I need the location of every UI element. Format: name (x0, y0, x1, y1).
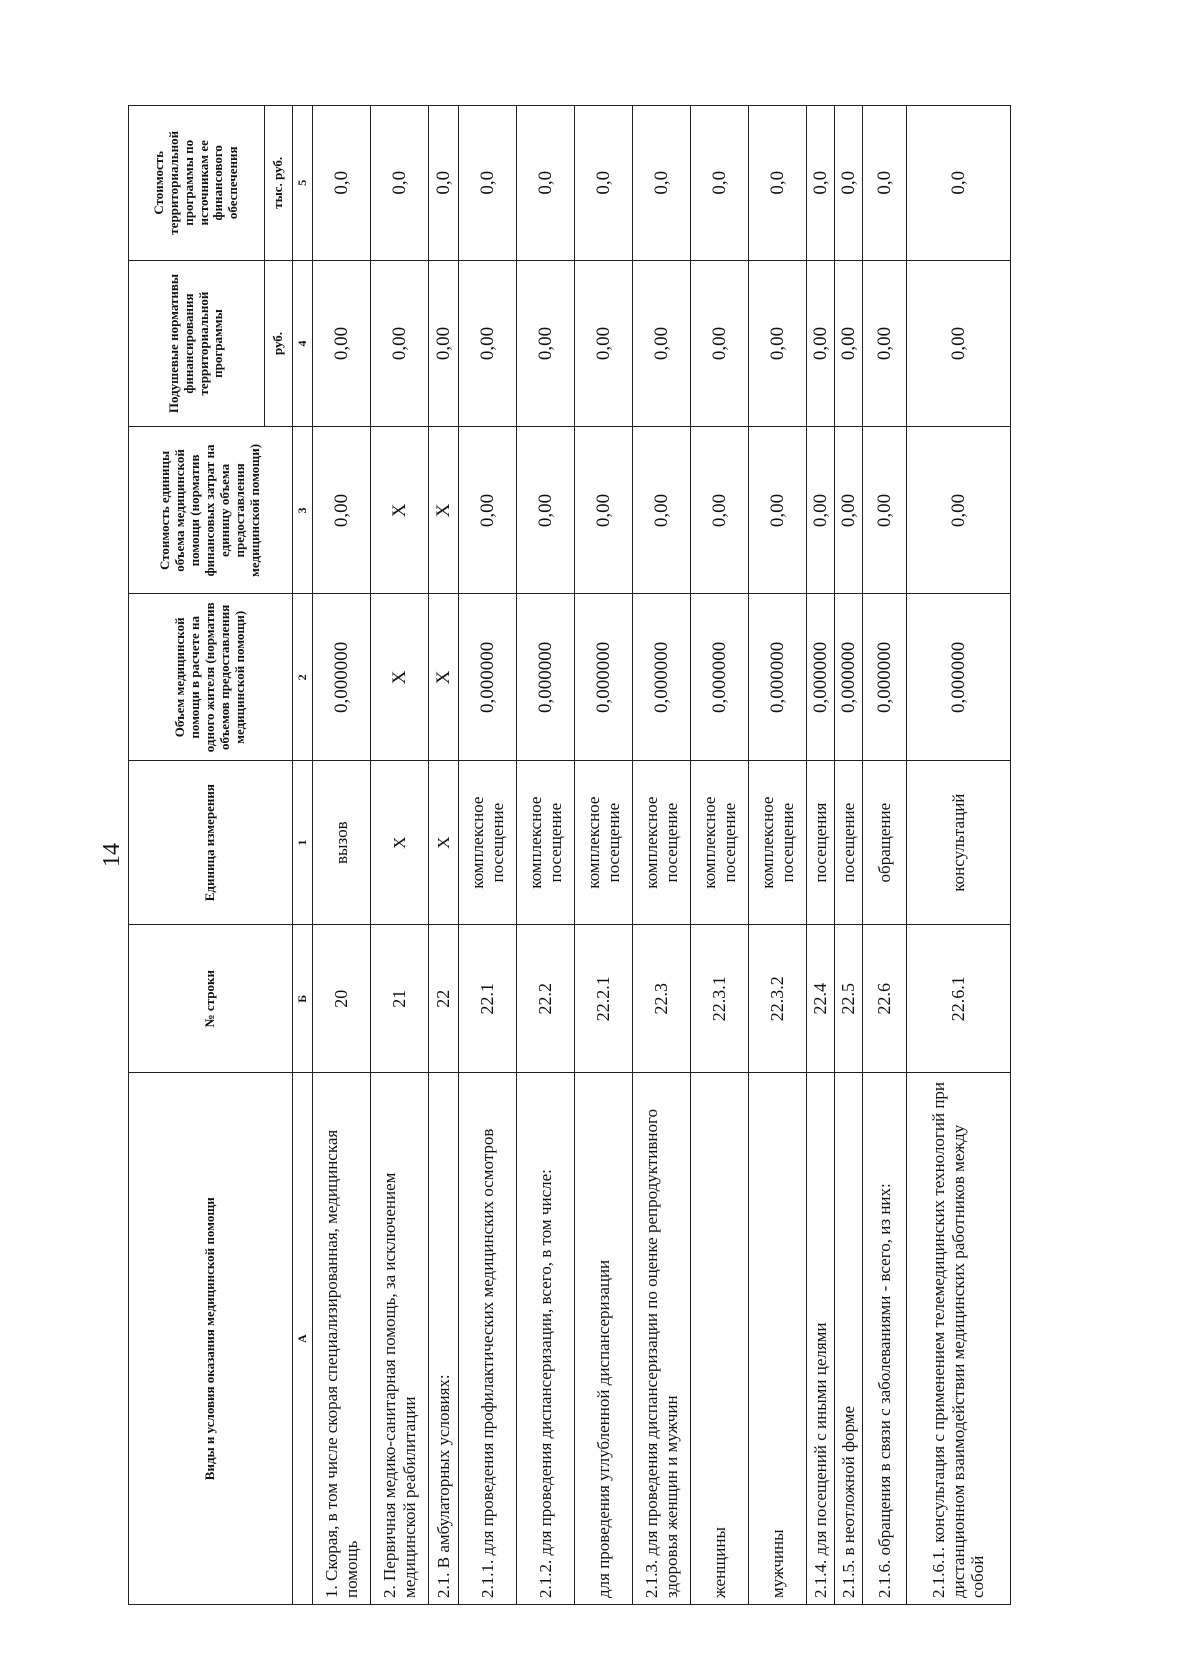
row-per-capita: 0,00 (691, 260, 749, 427)
index-col-2: 2 (293, 594, 313, 761)
row-volume: 0,000000 (863, 594, 907, 761)
row-per-capita: 0,00 (429, 260, 459, 427)
row-cost-per-unit: 0,00 (313, 427, 371, 594)
row-line-number: 21 (371, 925, 429, 1073)
index-col-4: 4 (293, 260, 313, 427)
row-unit: комплексное посещение (749, 761, 807, 925)
header-row (129, 106, 265, 1605)
header-col-a: Виды и условия оказания медицинской помощи (129, 1073, 293, 1605)
table-row (429, 106, 459, 1605)
row-name: 2.1.5. в неотложной форме (835, 1073, 863, 1605)
row-total: 0,0 (835, 106, 863, 261)
header-col-3: Стоимость единицы объема медицинской помощи (норматив финансовых затрат на единицу объема предоставления медицинской помощи) (129, 427, 293, 594)
row-volume: 0,000000 (835, 594, 863, 761)
index-col-5: 5 (293, 106, 313, 261)
row-cost-per-unit: 0,00 (749, 427, 807, 594)
row-per-capita: 0,00 (633, 260, 691, 427)
row-volume: 0,000000 (459, 594, 517, 761)
row-unit: вызов (313, 761, 371, 925)
row-total: 0,0 (517, 106, 575, 261)
row-volume: 0,000000 (749, 594, 807, 761)
row-name: мужчины (749, 1073, 807, 1605)
row-name: 2.1. В амбулаторных условиях: (429, 1073, 459, 1605)
row-cost-per-unit: 0,00 (517, 427, 575, 594)
row-cost-per-unit: 0,00 (835, 427, 863, 594)
row-name: для проведения углубленной диспансеризации (575, 1073, 633, 1605)
table-row (691, 106, 749, 1605)
table-row (459, 106, 517, 1605)
row-volume: 0,000000 (907, 594, 1011, 761)
table-row (907, 106, 1011, 1605)
row-per-capita: 0,00 (907, 260, 1011, 427)
row-per-capita: 0,00 (835, 260, 863, 427)
row-total: 0,0 (863, 106, 907, 261)
row-line-number: 20 (313, 925, 371, 1073)
row-unit: посещение (835, 761, 863, 925)
table-row (575, 106, 633, 1605)
row-name: 1. Скорая, в том числе скорая специализированная, медицинская помощь (313, 1073, 371, 1605)
unit-col-4: руб. (265, 260, 293, 427)
row-name: 2.1.6. обращения в связи с заболеваниями - всего, из них: (863, 1073, 907, 1605)
row-volume: 0,000000 (807, 594, 835, 761)
table-row (517, 106, 575, 1605)
row-total: 0,0 (429, 106, 459, 261)
row-total: 0,0 (633, 106, 691, 261)
row-per-capita: 0,00 (313, 260, 371, 427)
row-total: 0,0 (313, 106, 371, 261)
row-total: 0,0 (459, 106, 517, 261)
row-name: 2.1.2. для проведения диспансеризации, всего, в том числе: (517, 1073, 575, 1605)
row-cost-per-unit: 0,00 (575, 427, 633, 594)
row-per-capita: 0,00 (459, 260, 517, 427)
table-row (835, 106, 863, 1605)
row-line-number: 22.2.1 (575, 925, 633, 1073)
row-unit: комплексное посещение (575, 761, 633, 925)
row-name: 2.1.1. для проведения профилактических медицинских осмотров (459, 1073, 517, 1605)
row-per-capita: 0,00 (863, 260, 907, 427)
table-row (371, 106, 429, 1605)
row-per-capita: 0,00 (807, 260, 835, 427)
row-cost-per-unit: 0,00 (459, 427, 517, 594)
row-line-number: 22.4 (807, 925, 835, 1073)
table-row (863, 106, 907, 1605)
row-per-capita: 0,00 (749, 260, 807, 427)
index-col-a: А (293, 1073, 313, 1605)
row-line-number: 22.5 (835, 925, 863, 1073)
row-name: 2.1.6.1. консультация с применением телемедицинских технологий при дистанционном взаимодействии медицинских работников между собой (907, 1073, 1011, 1605)
row-unit: комплексное посещение (517, 761, 575, 925)
header-col-1: Единица измерения (129, 761, 293, 925)
row-per-capita: 0,00 (517, 260, 575, 427)
row-name: женщины (691, 1073, 749, 1605)
row-volume: Х (371, 594, 429, 761)
header-col-b: № строки (129, 925, 293, 1073)
header-col-4: Подушевые нормативы финансирования территориальной программы (129, 260, 265, 427)
row-total: 0,0 (807, 106, 835, 261)
row-line-number: 22.2 (517, 925, 575, 1073)
row-volume: 0,000000 (633, 594, 691, 761)
page-number: 14 (99, 843, 125, 867)
row-volume: Х (429, 594, 459, 761)
row-name: 2. Первичная медико-санитарная помощь, за исключением медицинской реабилитации (371, 1073, 429, 1605)
row-total: 0,0 (907, 106, 1011, 261)
rotated-table-wrapper (128, 105, 1008, 1605)
row-unit: консультаций (907, 761, 1011, 925)
row-unit: Х (371, 761, 429, 925)
row-volume: 0,000000 (313, 594, 371, 761)
row-line-number: 22.3.1 (691, 925, 749, 1073)
row-unit: обращение (863, 761, 907, 925)
row-cost-per-unit: 0,00 (633, 427, 691, 594)
row-name: 2.1.4. для посещений с иными целями (807, 1073, 835, 1605)
row-cost-per-unit: 0,00 (907, 427, 1011, 594)
row-cost-per-unit: Х (371, 427, 429, 594)
index-col-b: Б (293, 925, 313, 1073)
table-row (749, 106, 807, 1605)
row-volume: 0,000000 (517, 594, 575, 761)
row-unit: посещения (807, 761, 835, 925)
row-unit: комплексное посещение (633, 761, 691, 925)
row-per-capita: 0,00 (575, 260, 633, 427)
row-total: 0,0 (575, 106, 633, 261)
row-volume: 0,000000 (575, 594, 633, 761)
header-col-2: Объем медицинской помощи в расчете на одного жителя (норматив объемов предоставления медицинской помощи) (129, 594, 293, 761)
row-cost-per-unit: 0,00 (863, 427, 907, 594)
row-unit: комплексное посещение (459, 761, 517, 925)
row-cost-per-unit: 0,00 (691, 427, 749, 594)
row-line-number: 22.6.1 (907, 925, 1011, 1073)
row-unit: Х (429, 761, 459, 925)
column-index-row (293, 106, 313, 1605)
row-line-number: 22.3 (633, 925, 691, 1073)
row-cost-per-unit: 0,00 (807, 427, 835, 594)
row-line-number: 22.6 (863, 925, 907, 1073)
index-col-3: 3 (293, 427, 313, 594)
header-col-5: Стоимость территориальной программы по источникам ее финансового обеспечения (129, 106, 265, 261)
row-line-number: 22.1 (459, 925, 517, 1073)
row-line-number: 22 (429, 925, 459, 1073)
table-row (313, 106, 371, 1605)
row-volume: 0,000000 (691, 594, 749, 761)
table-row (633, 106, 691, 1605)
row-line-number: 22.3.2 (749, 925, 807, 1073)
table-row (807, 106, 835, 1605)
row-total: 0,0 (371, 106, 429, 261)
unit-col-5: тыс. руб. (265, 106, 293, 261)
row-total: 0,0 (691, 106, 749, 261)
row-cost-per-unit: Х (429, 427, 459, 594)
row-name: 2.1.3. для проведения диспансеризации по оценке репродуктивного здоровья женщин и мужчин (633, 1073, 691, 1605)
financing-table (128, 105, 1011, 1605)
row-per-capita: 0,00 (371, 260, 429, 427)
row-total: 0,0 (749, 106, 807, 261)
row-unit: комплексное посещение (691, 761, 749, 925)
index-col-1: 1 (293, 761, 313, 925)
